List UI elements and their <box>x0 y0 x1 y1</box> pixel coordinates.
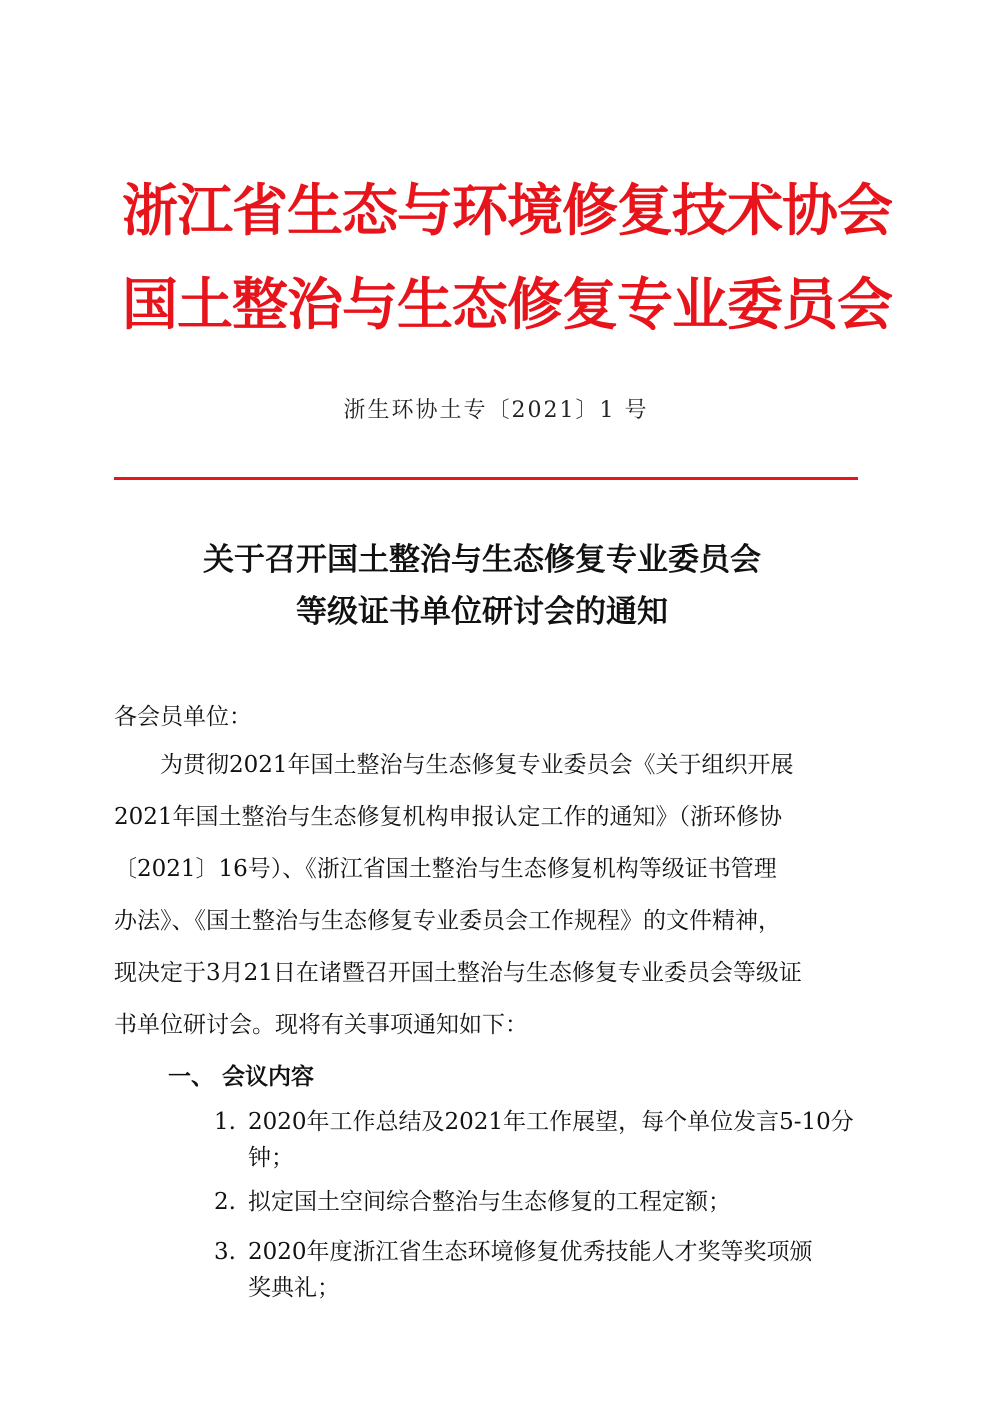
list-item-text-continued: 钟； <box>248 1145 294 1171</box>
paragraph-line: 书单位研讨会。现将有关事项通知如下： <box>114 1012 528 1038</box>
notice-title-line-1: 关于召开国土整治与生态修复专业委员会 <box>203 542 761 578</box>
paragraph-line: 现决定于3月21日在诸暨召开国土整治与生态修复专业委员会等级证 <box>114 960 802 986</box>
list-item-text: 2020年工作总结及2021年工作展望，每个单位发言5-10分 <box>248 1109 854 1135</box>
list-item-text: 2020年度浙江省生态环境修复优秀技能人才奖等奖项颁 <box>248 1239 813 1265</box>
salutation: 各会员单位： <box>114 704 252 730</box>
paragraph-line: 办法》、《国土整治与生态修复专业委员会工作规程》的文件精神， <box>114 908 781 934</box>
list-item <box>214 1104 904 1176</box>
document-number: 浙生环协土专〔2021〕1 号 <box>343 398 649 423</box>
list-item-text-continued: 奖典礼； <box>248 1275 340 1301</box>
list-item <box>214 1184 904 1220</box>
paragraph-line: 为贯彻2021年国土整治与生态修复专业委员会《关于组织开展 <box>114 752 794 778</box>
section-heading-meeting-content: 一、 会议内容 <box>168 1064 315 1090</box>
list-item <box>214 1234 904 1306</box>
org-name-line-1: 浙江省生态与环境修复技术协会 <box>122 179 892 244</box>
list-item-number: 3. <box>214 1239 236 1265</box>
paragraph-line: 〔2021〕16号）、《浙江省国土整治与生态修复机构等级证书管理 <box>114 856 777 882</box>
notice-title-line-2: 等级证书单位研讨会的通知 <box>296 594 668 630</box>
paragraph-line: 2021年国土整治与生态修复机构申报认定工作的通知》（浙环修协 <box>114 804 783 830</box>
list-item-text: 拟定国土空间综合整治与生态修复的工程定额； <box>248 1189 731 1215</box>
red-header-divider <box>114 477 858 480</box>
org-name-line-2: 国土整治与生态修复专业委员会 <box>122 273 892 338</box>
list-item-number: 2. <box>214 1189 236 1215</box>
list-item-number: 1. <box>214 1109 236 1135</box>
